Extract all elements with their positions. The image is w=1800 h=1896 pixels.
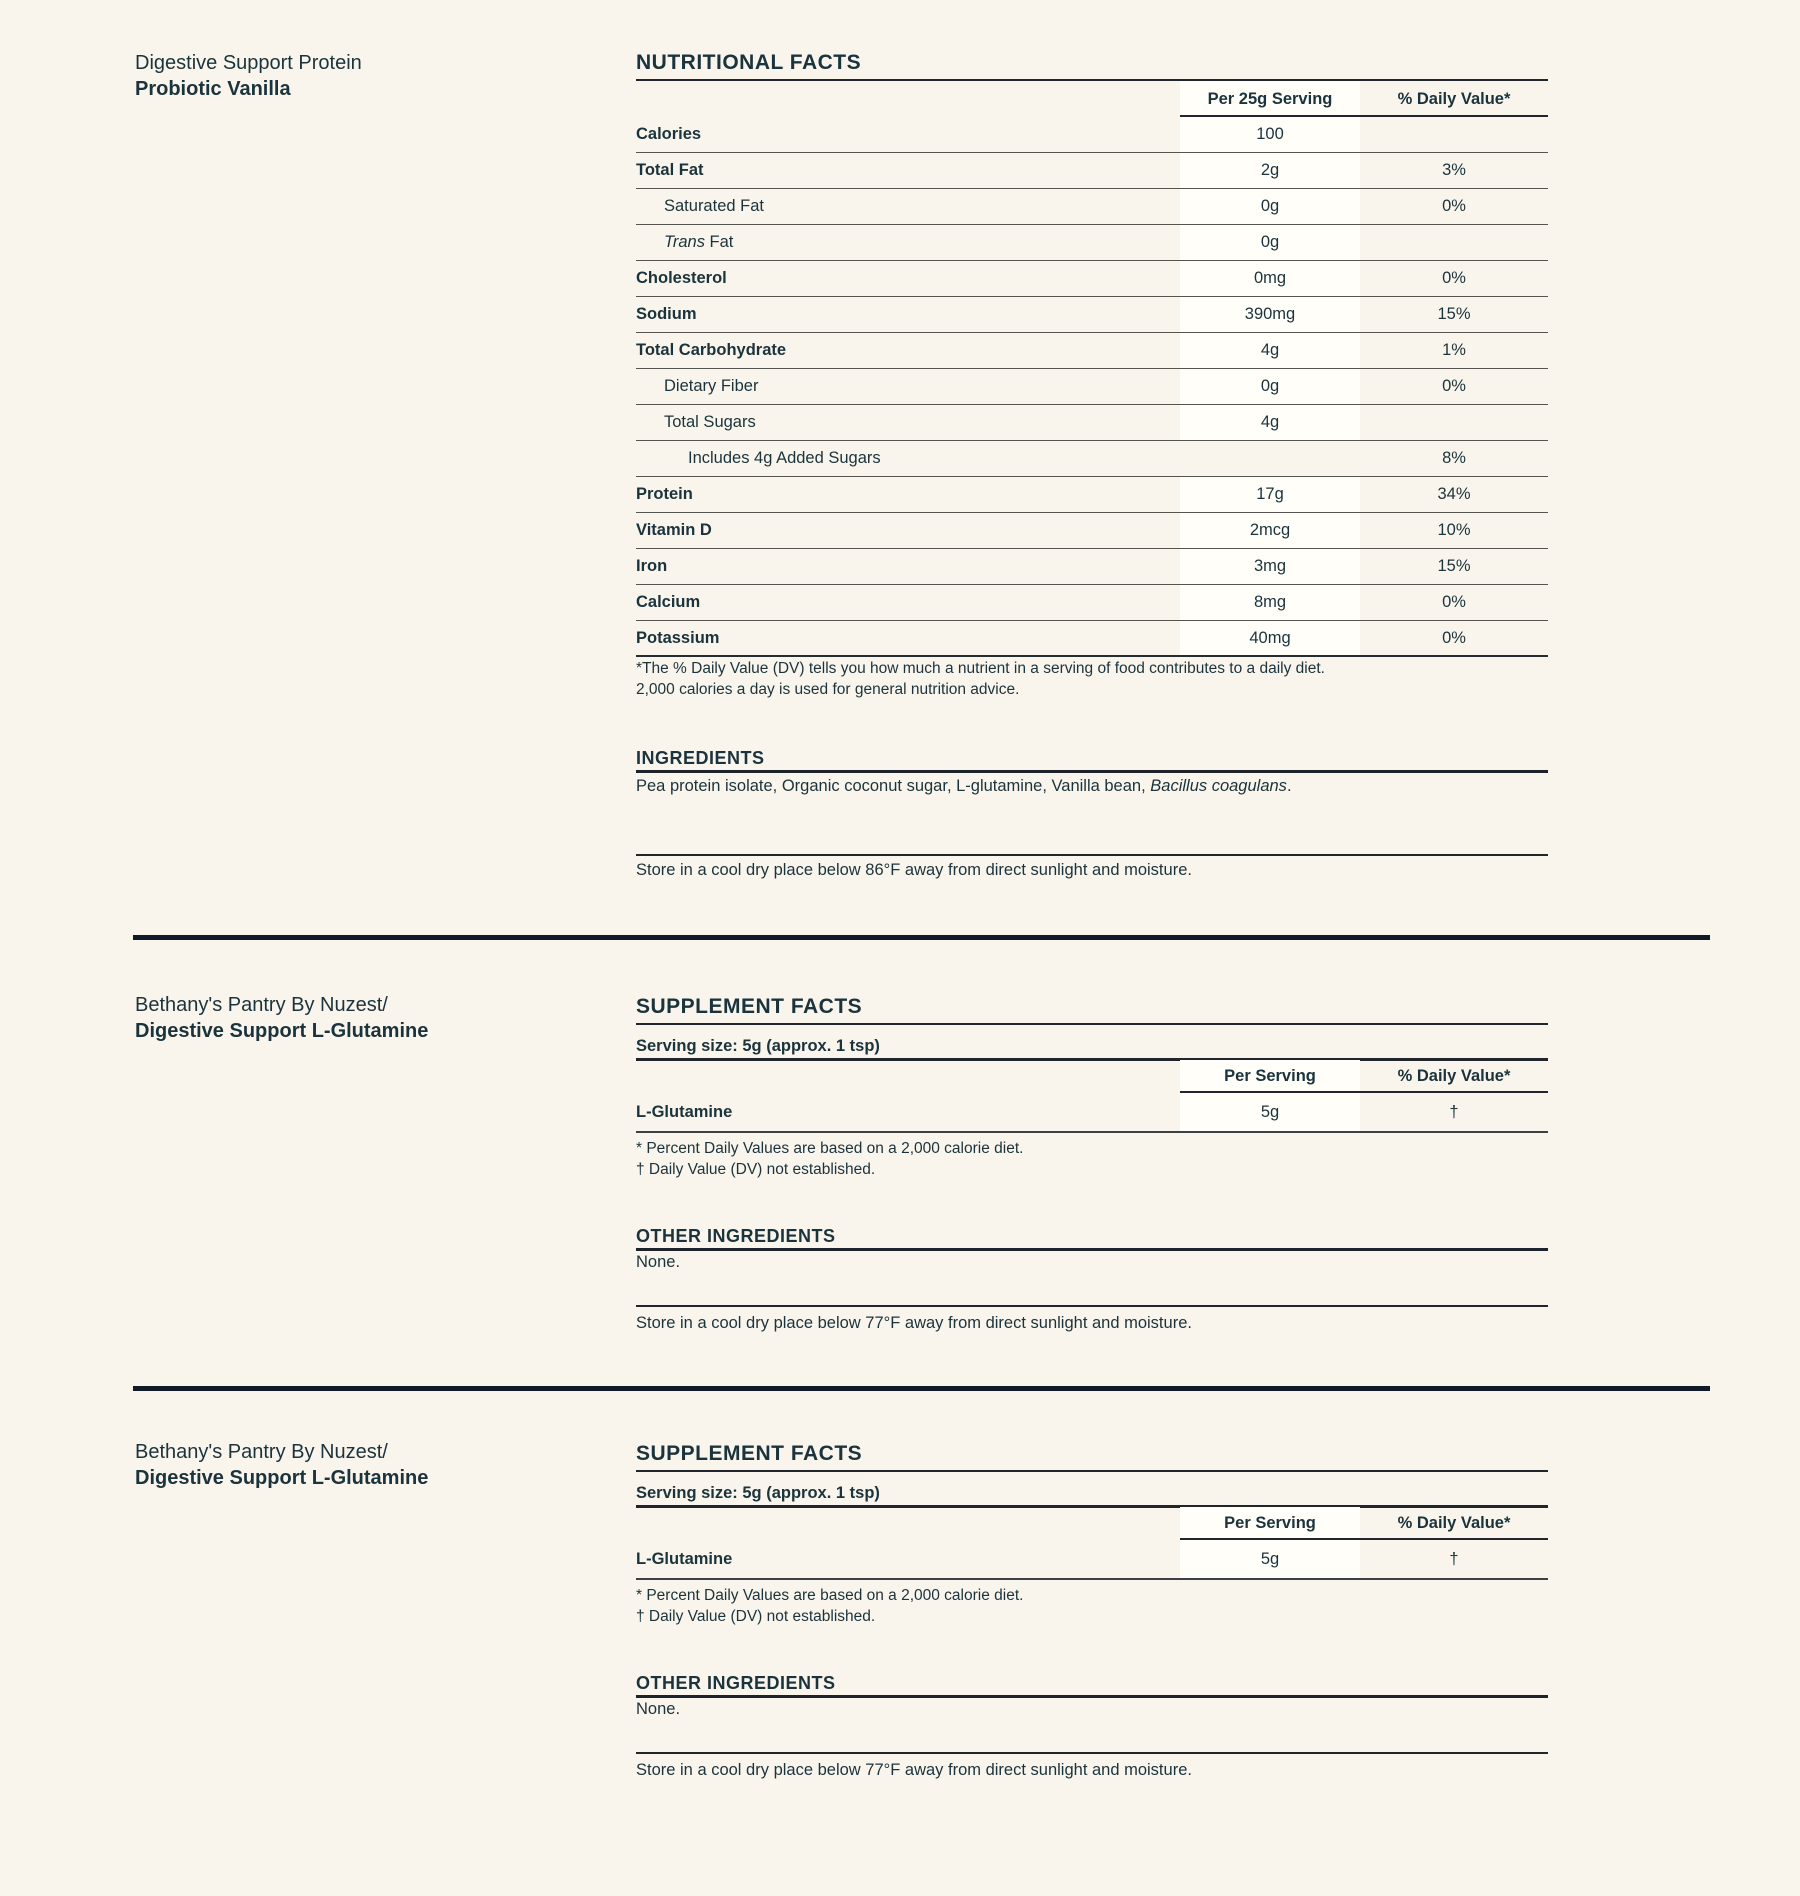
column-header-daily-value: % Daily Value* — [1397, 1067, 1511, 1085]
ingredients-italic: Bacillus coagulans — [1150, 777, 1287, 795]
row-dv-value: 34% — [1437, 485, 1471, 503]
row-dv-value: 8% — [1442, 449, 1466, 467]
serving-size: Serving size: 5g (approx. 1 tsp) — [636, 1484, 880, 1502]
row-label: Calories — [636, 125, 702, 143]
product-title-block — [135, 1439, 595, 1491]
row-label: Potassium — [636, 629, 720, 647]
row-label: L-Glutamine — [636, 1550, 733, 1568]
row-dv-value: 15% — [1437, 305, 1471, 323]
nutrition-row — [636, 117, 1548, 153]
column-header-serving: Per Serving — [1224, 1067, 1316, 1085]
row-label: Total Fat — [636, 161, 704, 179]
nutrition-row — [636, 549, 1548, 585]
storage-rule — [636, 1752, 1548, 1754]
row-label: Sodium — [636, 305, 697, 323]
row-dv-value: 0% — [1442, 197, 1466, 215]
row-label: Trans Fat — [664, 233, 734, 251]
row-dv-value: 0% — [1442, 629, 1466, 647]
storage-note: Store in a cool dry place below 77°F away from direct sunlight and moisture. — [636, 1314, 1192, 1332]
product-title-block — [135, 50, 595, 102]
row-label: L-Glutamine — [636, 1103, 733, 1121]
storage-note: Store in a cool dry place below 86°F away from direct sunlight and moisture. — [636, 861, 1192, 879]
nutrition-row — [636, 189, 1548, 225]
row-dv-value: 10% — [1437, 521, 1471, 539]
nutrition-table-header — [636, 81, 1548, 117]
ingredients-plain: Pea protein isolate, Organic coconut sugar, L-glutamine, Vanilla bean, — [636, 777, 1151, 795]
row-label: Protein — [636, 485, 693, 503]
product-title-line1: Bethany's Pantry By Nuzest/ — [135, 994, 388, 1016]
row-label: Vitamin D — [636, 521, 712, 539]
product-title-line1: Bethany's Pantry By Nuzest/ — [135, 1441, 388, 1463]
row-serving-value: 4g — [1260, 341, 1280, 359]
row-serving-value: 0mg — [1253, 269, 1287, 287]
product-title-line1: Digestive Support Protein — [135, 52, 362, 74]
ingredients-heading-rule — [636, 770, 1548, 773]
nutrition-row — [636, 297, 1548, 333]
supplement-section-2 — [0, 1439, 1800, 1784]
heading-rule — [636, 1470, 1548, 1472]
nutrition-row — [636, 333, 1548, 369]
nutrition-row — [636, 621, 1548, 657]
row-label: Total Carbohydrate — [636, 341, 787, 359]
other-ingredients-heading: OTHER INGREDIENTS — [636, 1673, 836, 1693]
row-serving-value: 0g — [1260, 233, 1280, 251]
column-header-daily-value: % Daily Value* — [1397, 1514, 1511, 1532]
storage-note: Store in a cool dry place below 77°F away from direct sunlight and moisture. — [636, 1761, 1192, 1779]
row-serving-value: 2g — [1260, 161, 1280, 179]
row-dv-value: 15% — [1437, 557, 1471, 575]
footnote-line2: † Daily Value (DV) not established. — [636, 1160, 876, 1178]
row-label: Dietary Fiber — [664, 377, 759, 395]
row-serving-value: 3mg — [1253, 557, 1287, 575]
nutrition-row — [636, 369, 1548, 405]
supplement-facts-heading: SUPPLEMENT FACTS — [636, 995, 863, 1018]
row-label: Total Sugars — [664, 413, 756, 431]
row-label: Iron — [636, 557, 668, 575]
supplement-section-1 — [0, 992, 1800, 1337]
column-header-serving: Per Serving — [1224, 1514, 1316, 1532]
row-serving-value: 0g — [1260, 197, 1280, 215]
row-dv-value: † — [1449, 1550, 1459, 1568]
nutrition-row — [636, 405, 1548, 441]
section-divider — [133, 935, 1710, 940]
column-header-daily-value: % Daily Value* — [1397, 90, 1511, 108]
other-ingredients-text: None. — [636, 1253, 681, 1271]
row-dv-value: 0% — [1442, 593, 1466, 611]
row-label: Calcium — [636, 593, 701, 611]
supplement-facts-heading: SUPPLEMENT FACTS — [636, 1442, 863, 1465]
ingredients-text — [636, 776, 1548, 797]
ingredients-heading: INGREDIENTS — [636, 748, 765, 768]
supplement-table-header — [636, 1507, 1548, 1540]
footnote-line1: * Percent Daily Values are based on a 2,000 calorie diet. — [636, 1587, 1024, 1604]
row-serving-value: 17g — [1256, 485, 1284, 503]
row-dv-value: 0% — [1442, 269, 1466, 287]
nutrition-table-body — [636, 117, 1548, 657]
footnote-line2: † Daily Value (DV) not established. — [636, 1607, 876, 1625]
other-ingredients-rule — [636, 1695, 1548, 1698]
footnote-line1: * Percent Daily Values are based on a 2,000 calorie diet. — [636, 1140, 1024, 1157]
nutrition-row — [636, 153, 1548, 189]
storage-rule — [636, 1305, 1548, 1307]
row-serving-value: 2mcg — [1249, 521, 1291, 539]
nutrition-row — [636, 477, 1548, 513]
row-label: Cholesterol — [636, 269, 727, 287]
footnote-line2: 2,000 calories a day is used for general nutrition advice. — [636, 681, 1020, 698]
column-header-serving: Per 25g Serving — [1207, 90, 1333, 108]
product-title-line2: Probiotic Vanilla — [135, 78, 291, 100]
product-title-block — [135, 992, 595, 1044]
nutrition-row — [636, 585, 1548, 621]
daily-value-footnote — [636, 658, 1548, 700]
supplement-table-header — [636, 1060, 1548, 1093]
footnote-line1: *The % Daily Value (DV) tells you how much a nutrient in a serving of food contributes to a daily diet. — [636, 660, 1325, 677]
supplement-row — [636, 1093, 1548, 1133]
serving-size: Serving size: 5g (approx. 1 tsp) — [636, 1037, 880, 1055]
row-serving-value: 100 — [1256, 125, 1284, 143]
nutrition-row — [636, 513, 1548, 549]
row-label: Includes 4g Added Sugars — [688, 449, 881, 467]
row-dv-value: † — [1449, 1103, 1459, 1121]
row-label: Saturated Fat — [664, 197, 764, 215]
row-dv-value: 0% — [1442, 377, 1466, 395]
nutrition-row — [636, 261, 1548, 297]
row-serving-value: 5g — [1260, 1103, 1280, 1121]
storage-rule — [636, 854, 1548, 856]
row-serving-value: 390mg — [1244, 305, 1296, 323]
row-dv-value: 1% — [1442, 341, 1466, 359]
nutritional-facts-heading: NUTRITIONAL FACTS — [636, 51, 862, 74]
row-serving-value: 0g — [1260, 377, 1280, 395]
other-ingredients-heading: OTHER INGREDIENTS — [636, 1226, 836, 1246]
other-ingredients-rule — [636, 1248, 1548, 1251]
row-serving-value: 5g — [1260, 1550, 1280, 1568]
row-serving-value: 4g — [1260, 413, 1280, 431]
section-divider — [133, 1386, 1710, 1391]
row-serving-value: 40mg — [1249, 629, 1291, 647]
row-serving-value: 8mg — [1253, 593, 1287, 611]
row-dv-value: 3% — [1442, 161, 1466, 179]
other-ingredients-text: None. — [636, 1700, 681, 1718]
ingredients-suffix: . — [1286, 777, 1292, 795]
supplement-row — [636, 1540, 1548, 1580]
nutrition-row — [636, 225, 1548, 261]
product-title-line2: Digestive Support L-Glutamine — [135, 1467, 429, 1489]
supplement-footnote — [636, 1586, 1548, 1627]
supplement-footnote — [636, 1139, 1548, 1180]
nutrition-row — [636, 441, 1548, 477]
product-title-line2: Digestive Support L-Glutamine — [135, 1020, 429, 1042]
heading-rule — [636, 1023, 1548, 1025]
